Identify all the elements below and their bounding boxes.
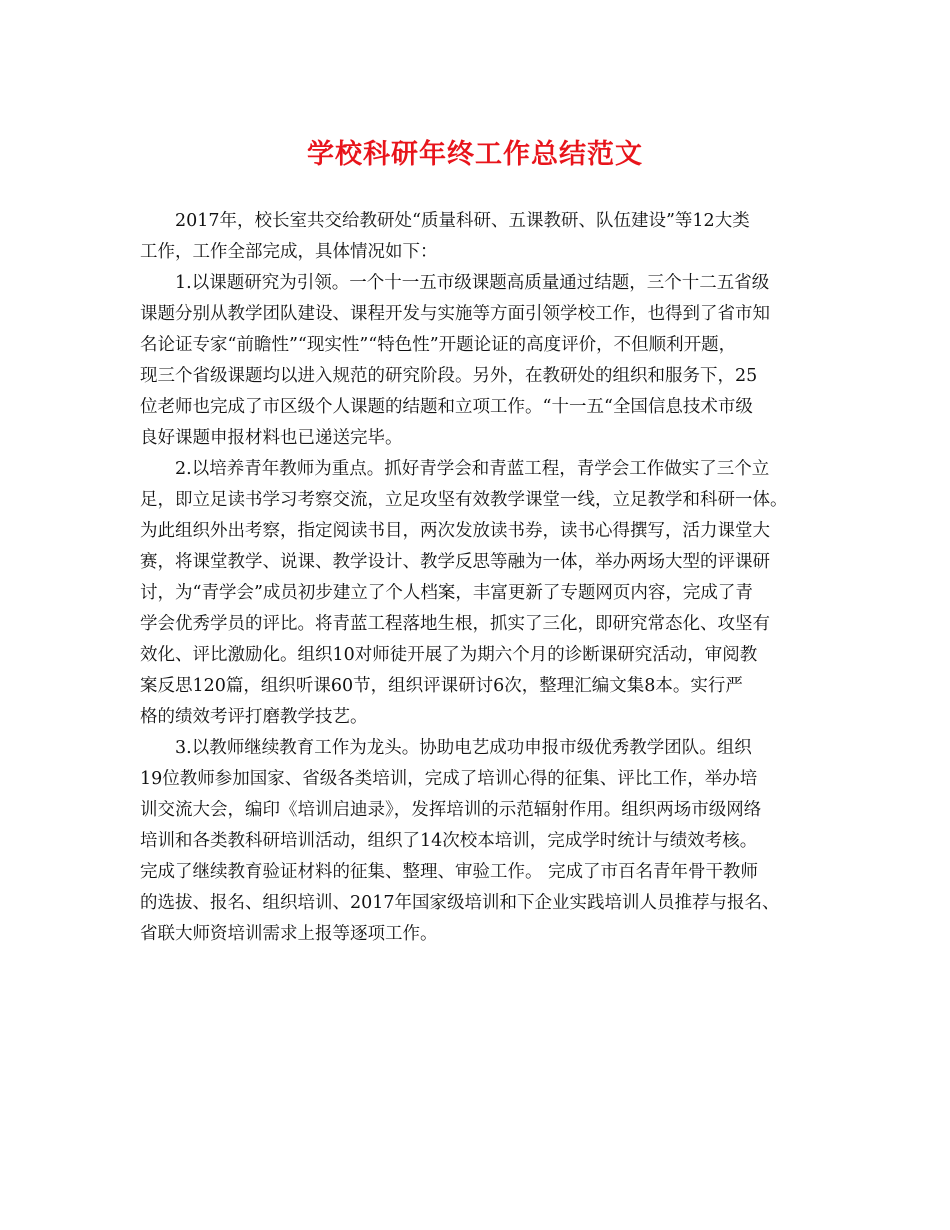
text-line: 名论证专家“前瞻性”“现实性”“特色性”开题论证的高度评价，不但顺利开题， xyxy=(140,335,737,355)
text-line: 3.以教师继续教育工作为龙头。协助电艺成功申报市级优秀教学团队。组织 xyxy=(175,738,752,758)
text-line: 1.以课题研究为引领。一个十一五市级课题高质量通过结题，三个十二五省级 xyxy=(175,273,770,293)
text-line: 格的绩效考评打磨教学技艺。 xyxy=(140,707,368,727)
text-line: 赛，将课堂教学、说课、教学设计、教学反思等融为一体，举办两场大型的评课研 xyxy=(140,552,770,572)
text-line: 足，即立足读书学习考察交流，立足攻坚有效教学课堂一线，立足教学和科研一体。 xyxy=(140,490,788,510)
text-line: 培训和各类教科研培训活动，组织了14次校本培训，完成学时统计与绩效考核。 xyxy=(140,831,758,851)
text-line: 学会优秀学员的评比。将青蓝工程落地生根，抓实了三化，即研究常态化、攻坚有 xyxy=(140,614,770,634)
text-line: 工作，工作全部完成，具体情况如下： xyxy=(140,242,438,262)
text-line: 训交流大会，编印《培训启迪录》，发挥培训的示范辐射作用。组织两场市级网络 xyxy=(140,800,762,820)
text-line: 完成了继续教育验证材料的征集、整理、审验工作。 完成了市百名青年骨干教师 xyxy=(140,862,759,882)
text-line: 课题分别从教学团队建设、课程开发与实施等方面引领学校工作，也得到了省市知 xyxy=(140,304,770,324)
document-title: 学校科研年终工作总结范文 xyxy=(307,139,643,170)
text-line: 良好课题申报材料也已递送完毕。 xyxy=(140,428,403,448)
text-line: 19位教师参加国家、省级各类培训，完成了培训心得的征集、评比工作，举办培 xyxy=(140,769,758,789)
text-line: 的选拔、报名、组织培训、2017年国家级培训和下企业实践培训人员推荐与报名、 xyxy=(140,893,780,913)
text-line: 为此组织外出考察，指定阅读书目，两次发放读书券，读书心得撰写，活力课堂大 xyxy=(140,521,770,541)
text-line: 现三个省级课题均以进入规范的研究阶段。另外，在教研处的组织和服务下，25 xyxy=(140,366,758,386)
text-line: 效化、评比激励化。组织10对师徒开展了为期六个月的诊断课研究活动，审阅教 xyxy=(140,645,758,665)
document-body xyxy=(140,206,830,950)
text-line: 讨，为“青学会”成员初步建立了个人档案，丰富更新了专题网页内容，完成了青 xyxy=(140,583,753,603)
text-line: 案反思120篇，组织听课60节，组织评课研讨6次，整理汇编文集8本。实行严 xyxy=(140,676,743,696)
text-line: 2.以培养青年教师为重点。抓好青学会和青蓝工程，青学会工作做实了三个立 xyxy=(175,459,770,479)
text-line: 2017年，校长室共交给教研处“质量科研、五课教研、队伍建设”等12大类 xyxy=(175,211,750,231)
text-line: 省联大师资培训需求上报等逐项工作。 xyxy=(140,924,438,944)
text-line: 位老师也完成了市区级个人课题的结题和立项工作。“十一五“全国信息技术市级 xyxy=(140,397,753,417)
